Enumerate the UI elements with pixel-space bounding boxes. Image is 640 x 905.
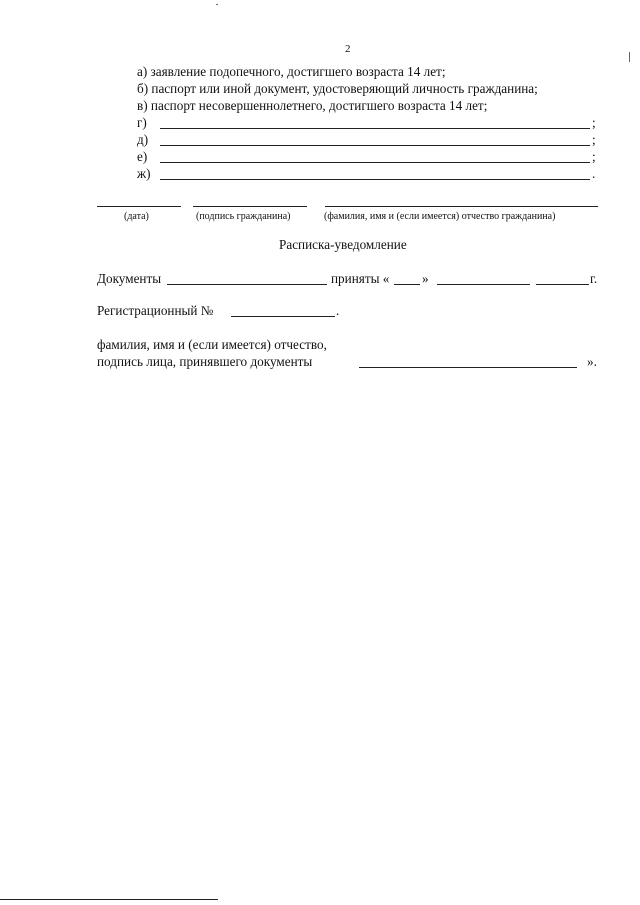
list-item-zh-blank bbox=[160, 179, 590, 180]
list-item-g-letter: г) bbox=[137, 115, 147, 130]
signature-line bbox=[193, 206, 307, 207]
footnote-separator bbox=[0, 899, 218, 900]
page-number: 2 bbox=[345, 43, 351, 55]
list-item-d-end: ; bbox=[592, 132, 596, 147]
scan-artifact-top bbox=[216, 4, 218, 5]
list-item-zh-end: . bbox=[592, 166, 596, 181]
documents-label: Документы bbox=[97, 271, 162, 286]
registration-label: Регистрационный № bbox=[97, 303, 214, 318]
registration-end: . bbox=[336, 303, 340, 318]
list-item-zh-letter: ж) bbox=[137, 166, 151, 181]
list-item-b: б) паспорт или иной документ, удостоверяющий личность гражданина; bbox=[137, 81, 538, 96]
year-blank bbox=[536, 284, 589, 285]
year-suffix: г. bbox=[590, 271, 598, 286]
list-item-d-blank bbox=[160, 145, 590, 146]
list-item-g-blank bbox=[160, 128, 590, 129]
scan-artifact-right bbox=[629, 52, 630, 62]
acceptor-blank bbox=[359, 367, 577, 368]
registration-blank bbox=[231, 316, 335, 317]
list-item-v: в) паспорт несовершеннолетнего, достигшего возраста 14 лет; bbox=[137, 98, 488, 113]
list-item-g-end: ; bbox=[592, 115, 596, 130]
acceptor-end: ». bbox=[587, 354, 597, 369]
list-item-e-blank bbox=[160, 162, 590, 163]
quote-close: » bbox=[422, 271, 429, 286]
date-caption: (дата) bbox=[124, 211, 149, 222]
accepted-label: приняты « bbox=[331, 271, 390, 286]
acceptor-line-1: фамилия, имя и (если имеется) отчество, bbox=[97, 337, 327, 352]
acceptor-line-2: подпись лица, принявшего документы bbox=[97, 354, 313, 369]
documents-blank bbox=[167, 284, 327, 285]
date-line bbox=[97, 206, 181, 207]
full-name-caption: (фамилия, имя и (если имеется) отчество гражданина) bbox=[324, 211, 556, 222]
day-blank bbox=[394, 284, 420, 285]
receipt-title: Расписка-уведомление bbox=[279, 237, 407, 252]
list-item-a: а) заявление подопечного, достигшего возраста 14 лет; bbox=[137, 64, 446, 79]
list-item-e-letter: е) bbox=[137, 149, 148, 164]
month-blank bbox=[437, 284, 530, 285]
list-item-e-end: ; bbox=[592, 149, 596, 164]
full-name-line bbox=[325, 206, 598, 207]
signature-caption: (подпись гражданина) bbox=[196, 211, 291, 222]
list-item-d-letter: д) bbox=[137, 132, 149, 147]
